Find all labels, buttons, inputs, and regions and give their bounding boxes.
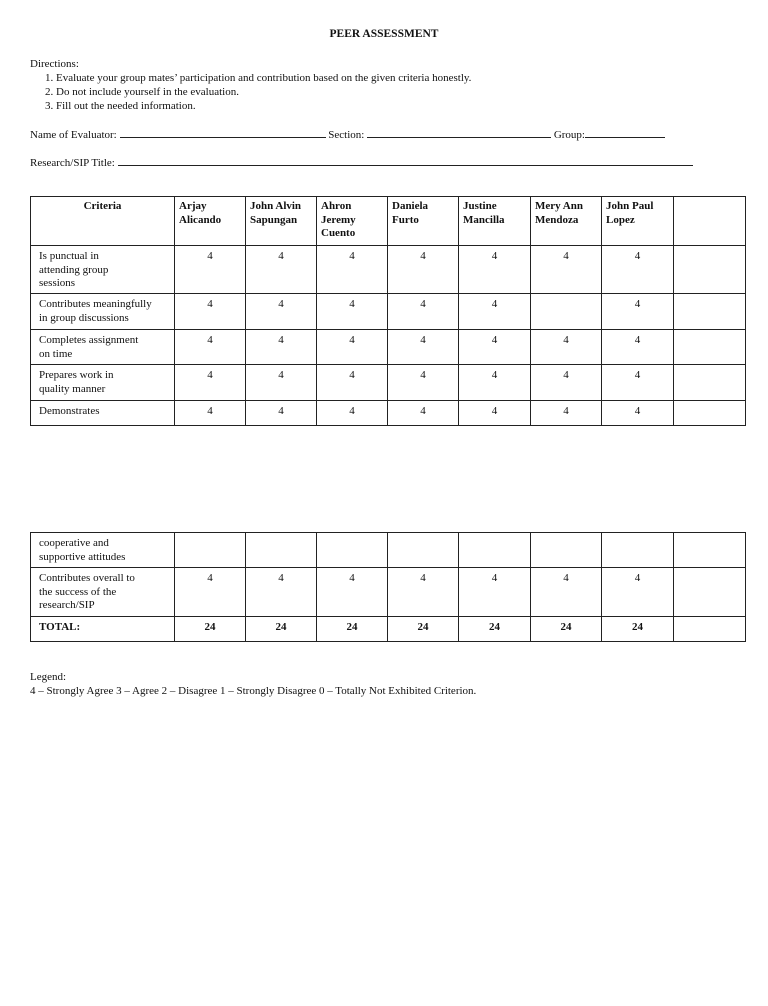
- score-cell[interactable]: 4: [246, 330, 317, 365]
- criteria-line: cooperative and: [39, 537, 109, 549]
- member-header: [317, 197, 388, 246]
- score-cell[interactable]: 4: [317, 294, 388, 330]
- blank-cell: [674, 246, 746, 294]
- assessment-table-bottom: [30, 532, 746, 642]
- total-cell: 24: [317, 617, 388, 642]
- total-cell: 24: [459, 617, 531, 642]
- criteria-line: Contributes overall to: [39, 572, 135, 584]
- criteria-line: Completes assignment: [39, 334, 139, 346]
- score-cell[interactable]: [531, 294, 602, 330]
- member-header: [175, 197, 246, 246]
- member-header: [602, 197, 674, 246]
- member-name-line: John Paul: [606, 200, 654, 212]
- directions-heading: Directions:: [30, 58, 79, 70]
- score-cell[interactable]: 4: [175, 294, 246, 330]
- member-name-line: Justine: [463, 200, 497, 212]
- blank-cell: [674, 294, 746, 330]
- score-cell[interactable]: 4: [388, 294, 459, 330]
- score-cell[interactable]: [459, 533, 531, 568]
- criteria-line: Is punctual in: [39, 250, 99, 262]
- total-row: [31, 617, 746, 642]
- score-cell[interactable]: [246, 533, 317, 568]
- criteria-line: on time: [39, 347, 73, 360]
- score-cell[interactable]: 4: [531, 568, 602, 617]
- score-cell[interactable]: 4: [602, 568, 674, 617]
- score-cell[interactable]: 4: [602, 294, 674, 330]
- score-cell[interactable]: 4: [531, 246, 602, 294]
- table-row: [31, 533, 746, 568]
- member-name-line: Mendoza: [535, 213, 579, 226]
- evaluator-field[interactable]: [120, 127, 326, 138]
- page-title: PEER ASSESSMENT: [329, 28, 439, 40]
- score-cell[interactable]: 4: [459, 568, 531, 617]
- criteria-cell: [31, 330, 175, 365]
- criteria-line: Contributes meaningfully: [39, 298, 152, 310]
- score-cell[interactable]: [531, 533, 602, 568]
- criteria-cell: [31, 365, 175, 401]
- score-cell[interactable]: 4: [531, 330, 602, 365]
- criteria-line: Prepares work in: [39, 369, 114, 381]
- section-field[interactable]: [367, 127, 551, 138]
- score-cell[interactable]: 4: [317, 401, 388, 426]
- member-name-line: Alicando: [179, 213, 222, 226]
- score-cell[interactable]: 4: [246, 294, 317, 330]
- score-cell[interactable]: [317, 533, 388, 568]
- score-cell[interactable]: 4: [602, 246, 674, 294]
- criteria-line: research/SIP: [39, 599, 95, 611]
- member-name-line: John Alvin: [250, 200, 302, 212]
- score-cell[interactable]: [388, 533, 459, 568]
- table-row: [31, 294, 746, 330]
- criteria-line: in group discussions: [39, 311, 129, 324]
- score-cell[interactable]: 4: [459, 330, 531, 365]
- member-name-line: Furto: [392, 213, 419, 226]
- criteria-line: the success of the: [39, 585, 117, 598]
- score-cell[interactable]: 4: [175, 365, 246, 401]
- direction-item: 1. Evaluate your group mates’ participation and contribution based on the given criteria honestly.: [56, 71, 471, 85]
- criteria-line: Demonstrates: [39, 405, 100, 417]
- blank-cell: [674, 568, 746, 617]
- score-cell[interactable]: 4: [246, 365, 317, 401]
- header-row: [31, 197, 746, 246]
- member-name-line: Arjay: [179, 200, 207, 212]
- total-cell: 24: [175, 617, 246, 642]
- score-cell[interactable]: 4: [531, 365, 602, 401]
- criteria-cell: [31, 533, 175, 568]
- directions-list: [30, 71, 471, 113]
- member-name-line: Mancilla: [463, 213, 505, 226]
- score-cell[interactable]: 4: [175, 568, 246, 617]
- title-line: [30, 155, 693, 169]
- criteria-line: supportive attitudes: [39, 550, 126, 563]
- score-cell[interactable]: 4: [175, 401, 246, 426]
- blank-cell: [674, 533, 746, 568]
- member-name-line: Jeremy: [321, 213, 356, 226]
- score-cell[interactable]: 4: [388, 401, 459, 426]
- criteria-line: attending group: [39, 263, 109, 276]
- research-title-field[interactable]: [118, 155, 693, 166]
- research-title-label: Research/SIP Title:: [30, 157, 115, 169]
- score-cell[interactable]: 4: [388, 568, 459, 617]
- score-cell[interactable]: 4: [388, 330, 459, 365]
- score-cell[interactable]: 4: [459, 246, 531, 294]
- direction-item: 2. Do not include yourself in the evaluation.: [56, 85, 471, 99]
- direction-item: 3. Fill out the needed information.: [56, 99, 471, 113]
- score-cell[interactable]: 4: [246, 568, 317, 617]
- member-header: [388, 197, 459, 246]
- score-cell[interactable]: 4: [175, 330, 246, 365]
- member-name-line: Daniela: [392, 200, 429, 212]
- member-name-line: Cuento: [321, 227, 356, 239]
- criteria-line: sessions: [39, 277, 76, 289]
- member-header: [459, 197, 531, 246]
- total-cell: 24: [388, 617, 459, 642]
- score-cell[interactable]: 4: [531, 401, 602, 426]
- score-cell[interactable]: 4: [388, 246, 459, 294]
- total-label: TOTAL:: [31, 617, 175, 642]
- member-name-line: Lopez: [606, 213, 635, 226]
- score-cell[interactable]: 4: [459, 294, 531, 330]
- criteria-cell: [31, 294, 175, 330]
- total-cell: 24: [246, 617, 317, 642]
- score-cell[interactable]: 4: [459, 401, 531, 426]
- member-name-line: Sapungan: [250, 213, 298, 226]
- criteria-cell: [31, 246, 175, 294]
- member-name-line: Ahron: [321, 200, 352, 212]
- score-cell[interactable]: 4: [317, 568, 388, 617]
- score-cell[interactable]: 4: [246, 246, 317, 294]
- member-name-line: Mery Ann: [535, 200, 583, 212]
- group-field[interactable]: [585, 127, 665, 138]
- legend-heading: Legend:: [30, 671, 67, 683]
- score-cell[interactable]: 4: [246, 401, 317, 426]
- score-cell[interactable]: 4: [317, 330, 388, 365]
- blank-cell: [674, 330, 746, 365]
- score-cell[interactable]: 4: [459, 365, 531, 401]
- blank-header: [674, 197, 746, 246]
- evaluator-line: [30, 127, 665, 141]
- score-cell[interactable]: 4: [602, 401, 674, 426]
- score-cell[interactable]: 4: [175, 246, 246, 294]
- section-label: Section:: [328, 129, 365, 141]
- criteria-cell: [31, 401, 175, 426]
- table-row: [31, 401, 746, 426]
- score-cell[interactable]: 4: [602, 365, 674, 401]
- score-cell[interactable]: 4: [317, 365, 388, 401]
- legend-text: 4 – Strongly Agree 3 – Agree 2 – Disagree 1 – Strongly Disagree 0 – Totally Not Exhibited Criterion.: [30, 685, 477, 697]
- table-row: [31, 330, 746, 365]
- blank-cell: [674, 617, 746, 642]
- member-header: [246, 197, 317, 246]
- score-cell[interactable]: [602, 533, 674, 568]
- directions: [30, 57, 471, 113]
- criteria-cell: [31, 568, 175, 617]
- member-header: [531, 197, 602, 246]
- total-cell: 24: [602, 617, 674, 642]
- evaluator-label: Name of Evaluator:: [30, 129, 117, 141]
- score-cell[interactable]: 4: [602, 330, 674, 365]
- criteria-line: quality manner: [39, 382, 106, 395]
- table-row: [31, 568, 746, 617]
- blank-cell: [674, 401, 746, 426]
- table-row: [31, 365, 746, 401]
- group-label: Group:: [553, 129, 585, 141]
- blank-cell: [674, 365, 746, 401]
- assessment-table-top: [30, 196, 746, 426]
- criteria-header: Criteria: [31, 197, 175, 246]
- total-cell: 24: [531, 617, 602, 642]
- score-cell[interactable]: 4: [388, 365, 459, 401]
- table-row: [31, 246, 746, 294]
- score-cell[interactable]: [175, 533, 246, 568]
- legend: [30, 670, 476, 698]
- score-cell[interactable]: 4: [317, 246, 388, 294]
